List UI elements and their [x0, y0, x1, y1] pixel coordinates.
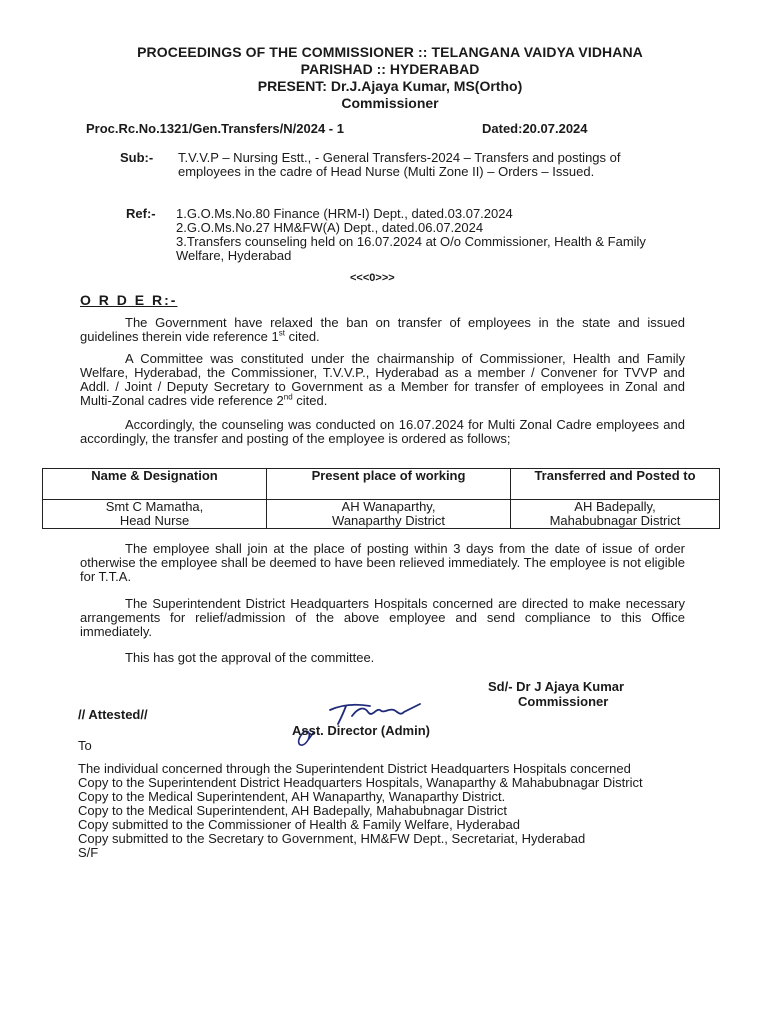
references-list	[176, 207, 661, 263]
order-heading: O R D E R:-	[80, 292, 178, 308]
order-paragraph-2: A Committee was constituted under the chairmanship of Commissioner, Health and Family Welfare, Hyderabad, the Commissioner, T.V.V.P., Hyderabad as a member / Convener for TVVP and Addl. / Joint / Deputy Secretary to Government as a Member for transfer of employees in Zonal and Multi-Zonal cadres vide reference 2nd cited.	[80, 351, 685, 408]
order-paragraph-3: Accordingly, the counseling was conducted on 16.07.2024 for Multi Zonal Cadre employees and accordingly, the transfer and posting of the employee is ordered as follows;	[80, 417, 685, 446]
reference-item: 1.G.O.Ms.No.80 Finance (HRM-I) Dept., dated.03.07.2024	[176, 206, 513, 221]
column-header: Present place of working	[267, 469, 511, 500]
column-header: Name & Designation	[43, 469, 267, 500]
reference-item: 3.Transfers counseling held on 16.07.2024 at O/o Commissioner, Health & Family Welfare, Hyderabad	[176, 234, 646, 263]
present-place-cell: AH Wanaparthy, Wanaparthy District	[267, 500, 511, 529]
order-paragraph-6: This has got the approval of the committee.	[125, 650, 375, 665]
document-header	[60, 44, 720, 112]
order-date: Dated:20.07.2024	[482, 121, 588, 136]
table-header-row	[43, 469, 720, 500]
list-item: The individual concerned through the Superintendent District Headquarters Hospitals concerned	[78, 761, 631, 776]
asst-director-label: Asst. Director (Admin)	[292, 723, 430, 738]
reference-item: 2.G.O.Ms.No.27 HM&FW(A) Dept., dated.06.07.2024	[176, 220, 484, 235]
to-label: To	[78, 738, 92, 753]
references-label: Ref:-	[126, 206, 156, 221]
list-item: Copy to the Medical Superintendent, AH Wanaparthy, Wanaparthy District.	[78, 789, 506, 804]
list-item: Copy submitted to the Secretary to Government, HM&FW Dept., Secretariat, Hyderabad	[78, 831, 586, 846]
order-paragraph-4: The employee shall join at the place of posting within 3 days from the date of issue of order otherwise the employee shall be deemed to have been relieved immediately. The employee is not eligible for T.T.A.	[80, 541, 685, 584]
header-subtitle: PARISHAD :: HYDERABAD	[300, 61, 480, 77]
signatory-block	[488, 679, 624, 709]
table-row	[43, 500, 720, 529]
list-item: Copy to the Superintendent District Headquarters Hospitals, Wanaparthy & Mahabubnagar District	[78, 775, 643, 790]
section-separator: <<<0>>>	[350, 272, 395, 284]
signatory-name: Sd/- Dr J Ajaya Kumar	[488, 679, 625, 694]
column-header: Transferred and Posted to	[511, 469, 720, 500]
subject-text: T.V.V.P – Nursing Estt., - General Transfers-2024 – Transfers and postings of employees in the cadre of Head Nurse (Multi Zone II) – Orders – Issued.	[178, 150, 621, 179]
order-paragraph-5: The Superintendent District Headquarters Hospitals concerned are directed to make necessary arrangements for relief/admission of the above employee and send compliance to this Office immediately.	[80, 596, 685, 639]
list-item: Copy submitted to the Commissioner of Health & Family Welfare, Hyderabad	[78, 817, 520, 832]
header-title: PROCEEDINGS OF THE COMMISSIONER :: TELANGANA VAIDYA VIDHANA	[137, 44, 643, 60]
header-designation: Commissioner	[341, 95, 439, 111]
order-paragraph-1: The Government have relaxed the ban on transfer of employees in the state and issued guidelines therein vide reference 1st cited.	[80, 315, 685, 344]
signatory-title: Commissioner	[518, 694, 609, 709]
handwritten-signature	[288, 690, 438, 750]
list-item: S/F	[78, 845, 99, 860]
reference-line	[86, 121, 646, 136]
posted-to-cell: AH Badepally, Mahabubnagar District	[511, 500, 720, 529]
transfer-table	[42, 468, 720, 529]
employee-cell: Smt C Mamatha, Head Nurse	[43, 500, 267, 529]
attested-label: // Attested//	[78, 707, 148, 722]
list-item: Copy to the Medical Superintendent, AH Badepally, Mahabubnagar District	[78, 803, 508, 818]
header-present: PRESENT: Dr.J.Ajaya Kumar, MS(Ortho)	[257, 78, 523, 94]
distribution-list	[78, 762, 683, 860]
subject-label: Sub:-	[120, 150, 154, 165]
proc-number: Proc.Rc.No.1321/Gen.Transfers/N/2024 - 1	[86, 121, 344, 136]
